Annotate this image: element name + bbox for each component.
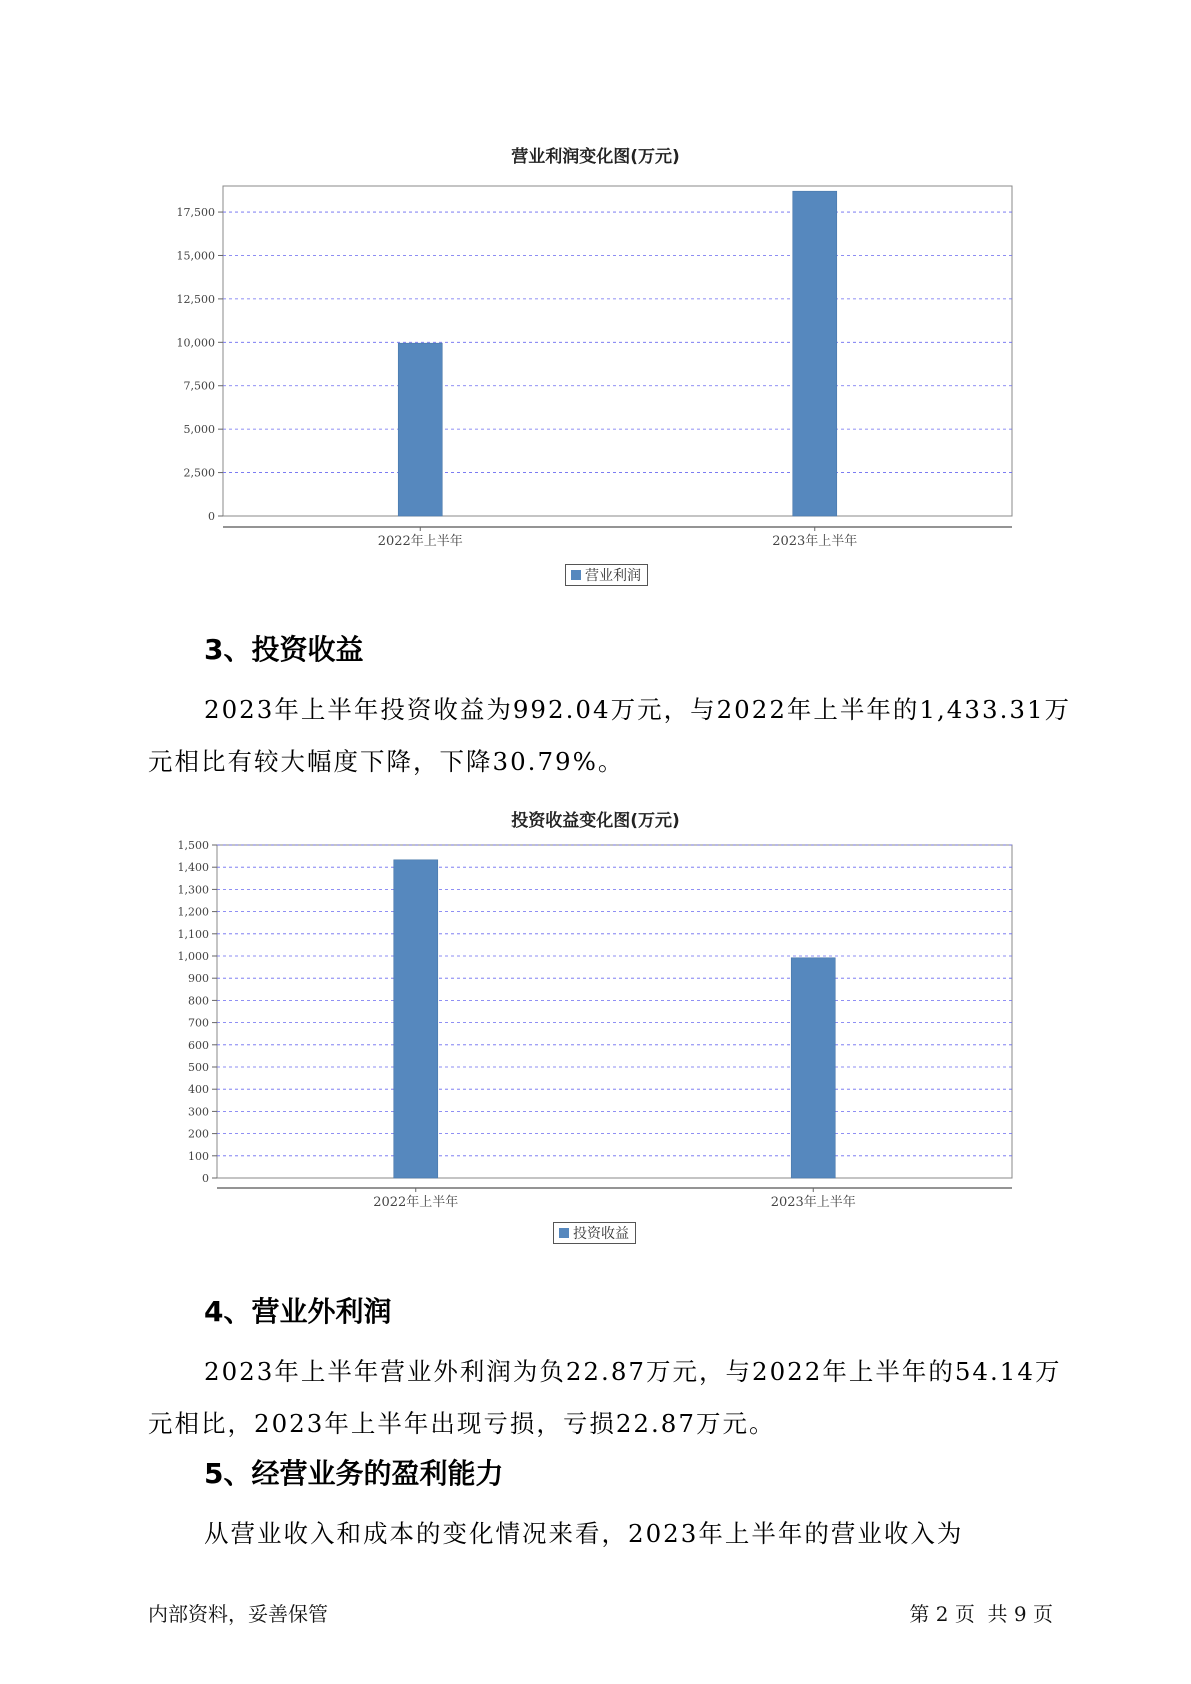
- chart2-ytick-label: 800: [188, 994, 209, 1008]
- chart2-ytick-label: 200: [188, 1127, 209, 1141]
- chart1-ytick-label: 7,500: [183, 379, 215, 393]
- section5-heading: 5、经营业务的盈利能力: [204, 1457, 504, 1490]
- chart2-ytick-label: 700: [188, 1016, 209, 1030]
- chart1-legend-label: 营业利润: [585, 568, 641, 584]
- section5-line-1: 从营业收入和成本的变化情况来看，2023年上半年的营业收入为: [204, 1519, 964, 1548]
- chart2-xtick-label: 2022年上半年: [373, 1195, 459, 1210]
- section3-line-2: 元相比有较大幅度下降，下降30.79%。: [148, 747, 625, 776]
- section4-heading: 4、营业外利润: [204, 1295, 392, 1328]
- chart2-ytick-label: 500: [188, 1061, 209, 1074]
- section4-paragraph: [148, 1346, 1062, 1450]
- chart1-title: 营业利润变化图(万元): [511, 147, 680, 167]
- chart1-ytick-label: 0: [208, 510, 215, 523]
- chart2-bar: [791, 958, 835, 1178]
- chart1-ytick-label: 10,000: [176, 336, 215, 350]
- chart1-xtick-label: 2023年上半年: [772, 534, 858, 549]
- chart1-xtick-label: 2022年上半年: [377, 534, 463, 549]
- section4-line-2: 元相比，2023年上半年出现亏损，亏损22.87万元。: [148, 1409, 776, 1438]
- section3-heading: 3、投资收益: [204, 633, 364, 666]
- chart2-ytick-label: 900: [188, 972, 209, 986]
- chart2-legend-swatch: [559, 1228, 569, 1238]
- chart1-ytick-label: 5,000: [183, 423, 215, 437]
- chart2-ytick-label: 1,100: [177, 927, 209, 941]
- chart1-ytick-label: 17,500: [176, 206, 215, 220]
- section3-line-1: 2023年上半年投资收益为992.04万元，与2022年上半年的1,433.31万: [204, 695, 1072, 724]
- chart2-ytick-label: 1,300: [177, 883, 209, 897]
- chart2-ytick-label: 600: [188, 1038, 209, 1052]
- chart2-ytick-label: 300: [188, 1105, 209, 1119]
- chart2-legend: [553, 1222, 636, 1244]
- chart2-ytick-label: 1,400: [177, 861, 209, 875]
- chart2-legend-label: 投资收益: [573, 1226, 629, 1242]
- chart2-ytick-label: 400: [188, 1083, 209, 1097]
- footer-confidential-note: 内部资料，妥善保管: [148, 1602, 328, 1626]
- chart2-ytick-label: 1,000: [177, 950, 209, 963]
- chart2-bar: [394, 860, 438, 1178]
- chart2-ytick-label: 100: [188, 1149, 209, 1163]
- section4-line-1: 2023年上半年营业外利润为负22.87万元，与2022年上半年的54.14万: [204, 1357, 1062, 1386]
- footer-page-number: 第 2 页 共 9 页: [909, 1602, 1053, 1626]
- chart1-ytick-label: 15,000: [176, 249, 215, 263]
- chart1-ytick-label: 2,500: [183, 466, 215, 480]
- chart2-ytick-label: 1,200: [177, 905, 209, 919]
- section5-paragraph: [148, 1508, 1048, 1560]
- chart2-ytick-label: 0: [202, 1172, 209, 1185]
- chart2-plot-frame: [217, 845, 1012, 1178]
- chart2-xtick-label: 2023年上半年: [770, 1195, 856, 1210]
- chart2-ytick-label: 1,500: [177, 839, 209, 852]
- chart1-ytick-label: 12,500: [176, 292, 215, 306]
- chart2-title: 投资收益变化图(万元): [511, 811, 680, 831]
